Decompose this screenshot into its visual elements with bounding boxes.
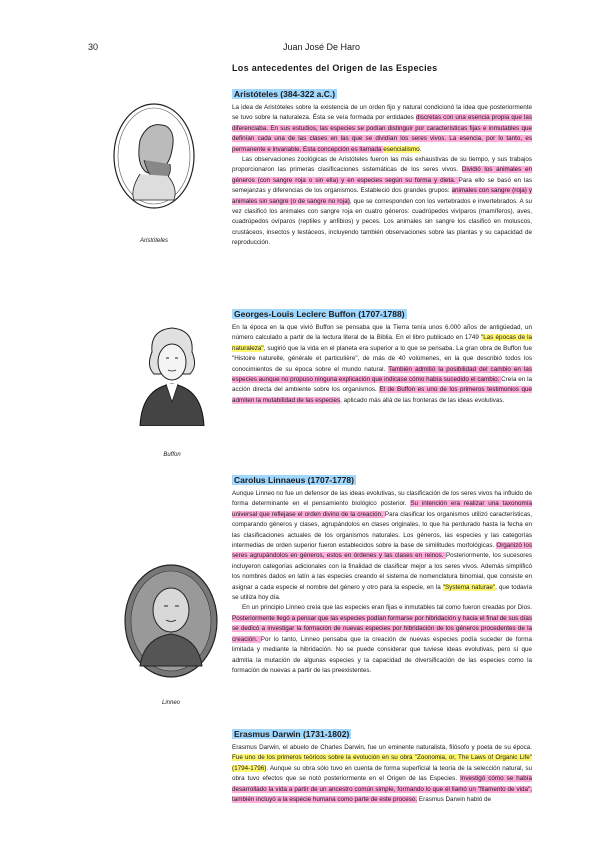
aristotle-portrait: [110, 100, 198, 218]
highlighted-text: Dividió los animales en géneros (con sangre roja o sin ella) y en especies según su forma y dieta.: [232, 166, 533, 184]
aristotle-portrait-icon: [110, 100, 198, 218]
aristotle-caption: Aristóteles: [139, 238, 168, 244]
linnaeus-caption: Linneo: [161, 700, 181, 706]
highlighted-text: Organizó los seres agrupándolos en géneros, estos en órdenes y las clases en reinos.: [232, 542, 532, 560]
buffon-portrait: [132, 322, 212, 426]
linnaeus-portrait-icon: [122, 562, 220, 680]
highlighted-text: Posteriormente llegó a pensar que las especies podían formarse por hibridación y hacia el final de sus días se dedicó a investigar la formación de nuevas especies por hibridación de los géneros procedentes de la creación.: [232, 614, 532, 643]
highlighted-text: animales con sangre (roja) y animales sin sangre (o de sangre no roja): [232, 187, 532, 205]
text-run: Para clasificar los organismos utilizó características, comparando géneros y clases, agrupándolos en clases originales, lo que ha perdurado hasta la fecha en las clasificaciones actuales de los organismos naturales. Los géneros, las especies y las categorías intermedias de orden superior fueron establecidos sobre la base de similitudes morfológicas.: [232, 510, 532, 550]
running-head-author: Juan José De Haro: [283, 42, 361, 52]
text-run: . Aunque su obra sólo tuvo en cuenta de forma superficial la teoría de la selección natural, su obra tuvo efectos que se notó posteriormente en el Origen de las Especies.: [232, 764, 532, 783]
text-run: Las observaciones zoológicas de Aristóteles fueron las más exhaustivas de su tiempo, y sus trabajos proporcionaron las primeras clasificaciones sistemáticas de los seres vivos.: [232, 156, 532, 174]
paragraph: [232, 743, 532, 805]
page-number: 30: [88, 42, 99, 52]
paragraph: [232, 489, 532, 603]
highlighted-text: Investigó cómo se había desarrollado la vida a partir de un ancestro común simple, formando lo que él llamó un "filamento de vida", también incluyó a la especie humana como parte de este proceso.: [232, 775, 532, 804]
section-aristotle: [232, 84, 532, 249]
section-heading: Aristóteles (384-322 a.C.): [234, 89, 336, 99]
highlighted-text: Fue uno de los primeros teóricos sobre la evolución en su obra "Zoonomia, or, The Laws of Organic Life" (1794-1796): [232, 754, 532, 772]
buffon-caption: Buffon: [163, 452, 181, 458]
section-buffon: [232, 304, 532, 406]
text-run: Para ello se basó en las semejanzas y diferencias de los organismos. Estableció dos grandes grupos:: [232, 176, 532, 195]
text-run: , sugirió que la vida en el planeta era superior a lo que se pensaba. La gran obra de Buffon fue "Histoire naturelle, générale et particulière", de más de 40 volúmenes, en la que describió todos los conocimientos de su época sobre el mundo natural.: [232, 344, 532, 373]
text-run: Posteriormente, los sucesores incluyeron categorías adicionales con la finalidad de clasificar mejor a los seres vivos. Además simplificó los nombres dados en latín a las especies creando el sistema de nomenclatura binomial, que consiste en asignar a cada especie el nombre del género y otro para la especie, en la: [232, 552, 533, 591]
paragraph: [232, 603, 532, 676]
text-run: Erasmus Darwin habló de: [417, 796, 492, 804]
highlighted-text: "Las épocas de la naturaleza": [232, 334, 532, 352]
text-run: Por lo tanto, Linneo pensaba que la creación de nuevas especies podía suceder de forma limitada y mediante la hibridación. No se puede considerar que tuviese ideas evolutivas, pero sí que admitía la mutación de algunas especies y la capacidad de diversificación de las especies como la formación de nuevas a partir de las preexistentes.: [232, 635, 532, 674]
section-heading: Georges-Louis Leclerc Buffon (1707-1788): [234, 309, 405, 319]
text-run: , que se corresponden con los vertebrados e invertebrados. A su vez clasificó los animales con sangre roja en cuatro géneros: cuadrúpedos vivíparos (mamíferos), aves, cuadrúpedos ovíparos (reptiles y anfibios) y peces. Los animales sin sangre los clasificó en moluscos, crustáceos, insectos y testáceos, incluyendo también observaciones sobre las plantas y su capacidad de reproducción.: [232, 197, 532, 247]
text-run: Aunque Linneo no fue un defensor de las ideas evolutivas, su clasificación de los seres vivos ha influido de forma determinante en el pensamiento biológico posterior.: [232, 490, 532, 508]
chapter-title: Los antecedentes del Origen de las Especies: [232, 63, 438, 73]
highlighted-text: esencialismo: [383, 145, 420, 153]
highlighted-text: "Systema naturae": [442, 583, 496, 591]
paragraph: [232, 323, 532, 406]
text-run: .: [419, 145, 422, 153]
section-erasmus-darwin: [232, 724, 532, 805]
highlighted-text: También admitió la posibilidad del cambio en las especies aunque no propuso ninguna explicación que indicase cómo había sucedido el cambio.: [232, 365, 532, 384]
text-run: , aplicado más allá de las fronteras de las ideas evolutivas.: [340, 396, 505, 404]
linnaeus-portrait: [122, 562, 220, 680]
text-run: Erasmus Darwin, el abuelo de Charles Darwin, fue un eminente naturalista, filósofo y poeta de su época.: [232, 744, 532, 751]
highlighted-text: discretas con una esencia propia que las diferenciaba. En sus estudios, las especies se podían distinguir por características fijas e inmutables que definían cada una de las clases en las que se dividían los seres vivos. La esencia, por lo tanto, es permanente e invariable. Esta concepción es llamada: [232, 114, 532, 153]
highlighted-text: El de Buffon es uno de los primeros testimonios que admiten la mutabilidad de las especies: [232, 386, 532, 404]
text-run: En un principio Linneo creía que las especies eran fijas e inmutables tal como fueron creadas por Dios.: [242, 604, 532, 612]
section-heading: Carolus Linnaeus (1707-1778): [234, 475, 354, 485]
text-run: Creía en la acción directa del ambiente sobre los organismos.: [232, 376, 532, 394]
text-run: , que todavía se utiliza hoy día.: [232, 583, 533, 602]
buffon-portrait-icon: [132, 322, 212, 426]
text-run: En la época en la que vivió Buffon se pensaba que la Tierra tenía unos 6.000 años de antigüedad, un número calculado a partir de la lectura literal de la Biblia. En el libro publicado en 1749: [232, 324, 532, 342]
paragraph: [232, 155, 532, 249]
paragraph: [232, 103, 532, 155]
text-run: La idea de Aristóteles sobre la existencia de un orden fijo y natural condicionó la idea que posteriormente se tuvo sobre la naturaleza. Ésta se veía formada por entidades: [232, 104, 532, 122]
section-heading: Erasmus Darwin (1731-1802): [234, 729, 350, 739]
section-linnaeus: [232, 470, 532, 676]
highlighted-text: Su intención era realizar una taxonomía universal que reflejase el orden divino de la creación.: [232, 500, 532, 518]
